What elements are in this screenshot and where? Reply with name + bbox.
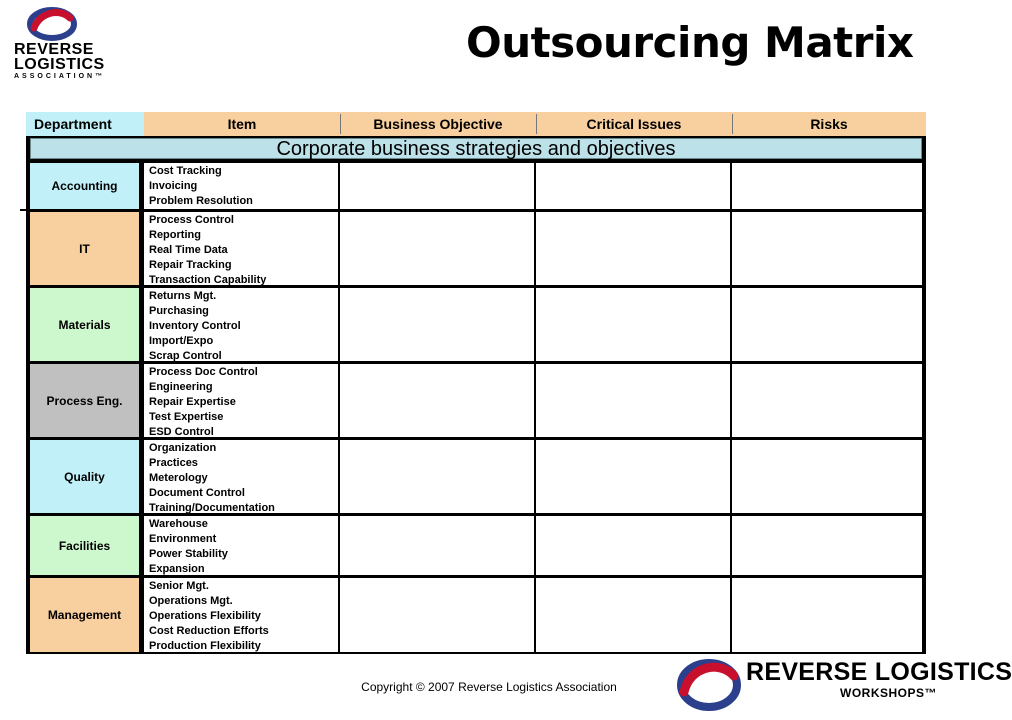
item-text: Process Doc Control — [149, 366, 258, 378]
item-list — [149, 579, 269, 654]
matrix-cell — [732, 163, 922, 209]
matrix-cell — [536, 516, 730, 575]
item-text: Import/Expo — [149, 335, 214, 347]
matrix-cell — [340, 163, 534, 209]
row-divider-mark — [922, 209, 926, 211]
strategy-banner: Corporate business strategies and objectives — [30, 138, 922, 159]
rla-logo — [14, 6, 114, 80]
item-list — [149, 365, 258, 440]
logo-text-association: ASSOCIATION™ — [14, 73, 106, 80]
matrix-cell — [340, 578, 534, 652]
rla-swirl-icon — [26, 6, 78, 42]
item-text: Cost Tracking — [149, 165, 222, 177]
item-text: Problem Resolution — [149, 195, 253, 207]
matrix-cell — [536, 364, 730, 437]
matrix-cell — [340, 516, 534, 575]
header-critical-issues: Critical Issues — [586, 116, 682, 132]
item-text: Purchasing — [149, 305, 209, 317]
matrix-cell — [340, 364, 534, 437]
header-divider — [340, 114, 341, 134]
department-cell: Management — [30, 578, 139, 652]
item-text: Operations Flexibility — [149, 610, 261, 622]
item-text: Scrap Control — [149, 350, 222, 362]
header-risks: Risks — [810, 116, 848, 132]
item-text: Repair Expertise — [149, 396, 236, 408]
item-text: Process Control — [149, 214, 234, 226]
matrix-cell — [732, 212, 922, 285]
logo-text-workshops: WORKSHOPS™ — [840, 686, 938, 700]
item-list — [149, 517, 228, 577]
matrix-cell — [732, 288, 922, 361]
page-title: Outsourcing Matrix — [466, 18, 914, 67]
matrix-cell — [536, 440, 730, 513]
item-text: Practices — [149, 457, 198, 469]
item-text: Senior Mgt. — [149, 580, 209, 592]
item-text: Invoicing — [149, 180, 198, 192]
department-cell: Materials — [30, 288, 139, 361]
item-text: Meterology — [149, 472, 208, 484]
item-text: Warehouse — [149, 518, 208, 530]
item-text: Environment — [149, 533, 217, 545]
matrix-cell — [536, 163, 730, 209]
matrix-cell — [340, 212, 534, 285]
item-text: Real Time Data — [149, 244, 228, 256]
item-text: Returns Mgt. — [149, 290, 217, 302]
department-cell: Facilities — [30, 516, 139, 575]
item-text: Operations Mgt. — [149, 595, 233, 607]
item-text: Cost Reduction Efforts — [149, 625, 269, 637]
row-divider-mark — [20, 209, 28, 211]
rla-swirl-icon — [676, 656, 742, 714]
department-cell: Process Eng. — [30, 364, 139, 437]
item-list — [149, 441, 275, 516]
header-divider — [536, 114, 537, 134]
item-text: Document Control — [149, 487, 245, 499]
item-list — [149, 213, 266, 288]
item-text: Transaction Capability — [149, 274, 267, 286]
item-list — [149, 289, 241, 364]
copyright-text: Copyright © 2007 Reverse Logistics Association — [361, 680, 617, 694]
matrix-cell — [732, 578, 922, 652]
header-divider — [732, 114, 733, 134]
matrix-cell — [732, 440, 922, 513]
matrix-cell — [732, 516, 922, 575]
matrix-cell — [340, 440, 534, 513]
item-text: Expansion — [149, 563, 205, 575]
matrix-cell — [340, 288, 534, 361]
header-department: Department — [26, 112, 144, 136]
logo-text-reverse-logistics: REVERSE LOGISTICS — [746, 658, 1012, 686]
item-text: Production Flexibility — [149, 640, 261, 652]
item-text: Organization — [149, 442, 217, 454]
item-text: Training/Documentation — [149, 502, 275, 514]
department-cell: Quality — [30, 440, 139, 513]
matrix-cell — [536, 212, 730, 285]
item-text: Engineering — [149, 381, 213, 393]
matrix-cell — [732, 364, 922, 437]
item-list — [149, 164, 253, 209]
item-text: Inventory Control — [149, 320, 241, 332]
item-text: Repair Tracking — [149, 259, 232, 271]
department-cell: Accounting — [30, 163, 139, 209]
logo-text-logistics: LOGISTICS — [14, 56, 105, 73]
outsourcing-matrix — [26, 112, 926, 654]
department-cell: IT — [30, 212, 139, 285]
header-business-objective: Business Objective — [373, 116, 503, 132]
matrix-cell — [536, 288, 730, 361]
item-text: Power Stability — [149, 548, 228, 560]
workshops-logo — [676, 656, 1012, 716]
header-item: Item — [227, 116, 257, 132]
matrix-cell — [536, 578, 730, 652]
item-text: Test Expertise — [149, 411, 224, 423]
logo-text-reverse: REVERSE — [14, 41, 94, 58]
item-text: Reporting — [149, 229, 201, 241]
item-text: ESD Control — [149, 426, 214, 438]
